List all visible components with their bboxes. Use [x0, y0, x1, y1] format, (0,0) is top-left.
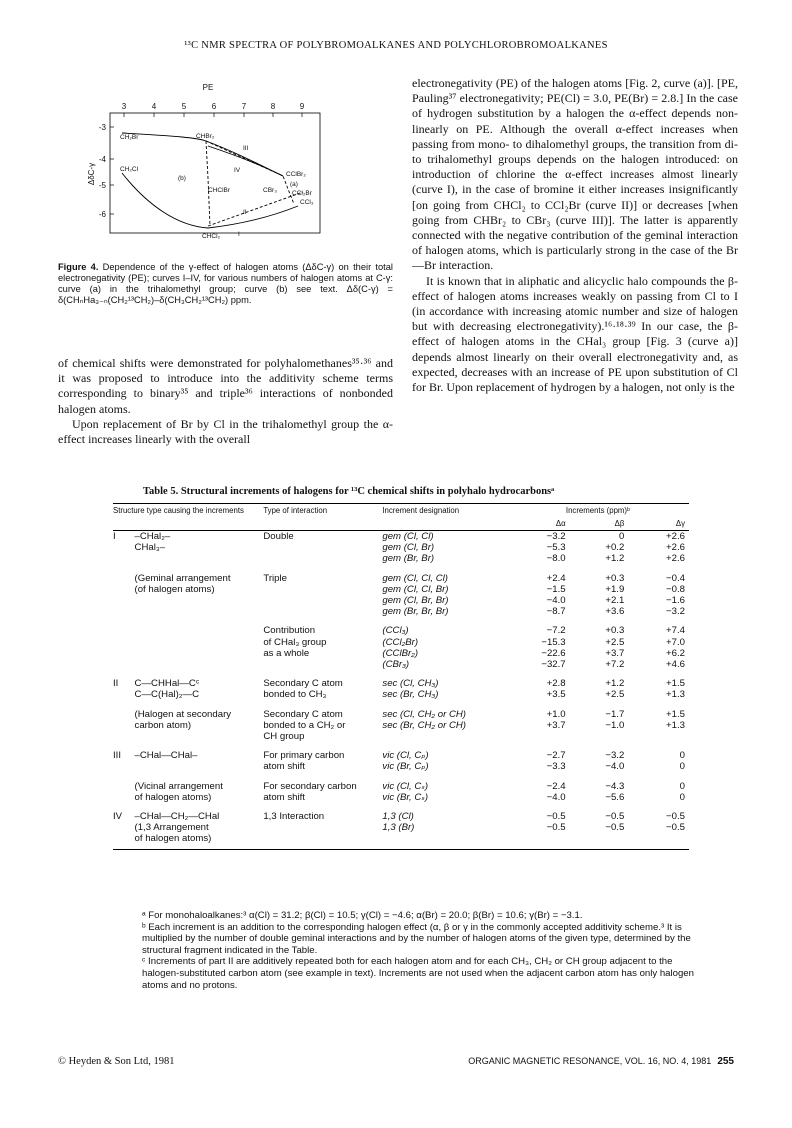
- interaction-cell: Secondary C atom: [263, 708, 343, 720]
- y-axis-label: ΔδC-γ: [87, 162, 96, 186]
- figure-caption: [58, 262, 393, 306]
- interaction-cell: For secondary carbon: [263, 780, 357, 792]
- interaction-cell: CH group: [263, 731, 305, 743]
- footnote-b: ᵇ Each increment is an addition to the corresponding halogen effect (α, β or γ in the commonly accepted additivity scheme.³ It is multiplied by the number of double geminal interactions and by the number of halogen atoms of the given type, determined by the structural fragment indicated in the Table.: [142, 921, 691, 956]
- label-curve-b: (b): [178, 175, 186, 182]
- structure-cell: C—C(Hal)₂—C: [134, 689, 200, 701]
- designation-cell: sec (Cl, CH₂ or CH): [382, 708, 466, 720]
- journal-footer: [468, 1056, 734, 1067]
- curve-a: [206, 141, 294, 204]
- dalpha-cell: −22.6: [541, 647, 566, 659]
- structure-cell: (1,3 Arrangement: [134, 822, 209, 834]
- section-cell: [113, 689, 135, 700]
- interaction-cell: of CHal₃ group: [263, 636, 327, 648]
- section-cell: [113, 833, 135, 844]
- dbeta-cell: +2.1: [605, 595, 625, 607]
- dgamma-cell: [628, 833, 689, 844]
- dgamma-cell: +2.6: [666, 542, 685, 554]
- section-cell: [113, 659, 135, 670]
- dgamma-cell: 0: [679, 791, 685, 803]
- dbeta-cell: +7.2: [605, 659, 625, 671]
- structure-cell: CHal₃–: [134, 542, 166, 554]
- table-spacer-row: [113, 742, 689, 750]
- dgamma-cell: +6.2: [666, 647, 685, 659]
- section-cell: [113, 584, 135, 595]
- designation-cell: gem (Br, Br): [382, 553, 435, 565]
- interaction-cell: [263, 833, 382, 844]
- interaction-cell: For primary carbon: [263, 750, 345, 762]
- table-row: [113, 750, 689, 761]
- curve-b: [206, 141, 210, 226]
- interaction-cell: bonded to CH₃: [263, 689, 327, 701]
- left-column: [58, 356, 393, 447]
- designation-cell: (CBr₃): [382, 659, 410, 671]
- curve-b2: [208, 192, 303, 226]
- col-header-dgamma: Δγ: [675, 519, 685, 528]
- interaction-cell: [263, 542, 382, 553]
- table-spacer-row: [113, 701, 689, 709]
- increments-table: [113, 503, 689, 845]
- section-cell: II: [113, 678, 119, 690]
- designation-cell: gem (Cl, Br): [382, 542, 435, 554]
- dalpha-cell: −3.3: [546, 761, 566, 773]
- dalpha-cell: −0.5: [546, 822, 566, 834]
- caption-text: Dependence of the γ-effect of halogen atoms (ΔδC-γ) on their total electronegativity (PE); curves I–IV, for various numbers of halogen atoms at C-γ: curve (a) in the trihalomethyl group; curve (b) see text. Δδ(C-γ) = δ(CHₙHa₃₋ₙ(CH₂¹³CH₂)–δ(CH₃CH₂¹³CH₂) ppm.: [58, 262, 393, 305]
- dalpha-cell: [507, 833, 570, 844]
- dgamma-cell: +1.5: [666, 678, 685, 690]
- designation-cell: (CClBr₂): [382, 647, 419, 659]
- dgamma-cell: +1.3: [666, 719, 685, 731]
- dgamma-cell: 0: [679, 761, 685, 773]
- table-spacer-row: [113, 565, 689, 573]
- copyright: © Heyden & Son Ltd, 1981: [58, 1056, 175, 1067]
- dalpha-cell: −8.7: [546, 606, 566, 618]
- designation-cell: gem (Cl, Cl): [382, 531, 434, 542]
- structure-cell: [135, 625, 264, 636]
- dgamma-cell: −3.2: [666, 606, 685, 618]
- dalpha-cell: +2.8: [546, 678, 566, 690]
- dgamma-cell: +4.6: [666, 659, 685, 671]
- dgamma-cell: 0: [679, 780, 685, 792]
- dalpha-cell: −3.2: [546, 531, 566, 542]
- dalpha-cell: −8.0: [546, 553, 566, 565]
- section-cell: [113, 553, 135, 564]
- structure-cell: [135, 648, 264, 659]
- designation-cell: [382, 731, 507, 742]
- interaction-cell: bonded to a CH₂ or: [263, 719, 346, 731]
- interaction-cell: [263, 822, 382, 833]
- label-curve-III: III: [243, 145, 249, 152]
- table-row: [113, 761, 689, 772]
- dbeta-cell: +0.3: [605, 572, 625, 584]
- table-5: [113, 486, 689, 850]
- table-row: [113, 781, 689, 792]
- dbeta-cell: +2.5: [605, 636, 625, 648]
- designation-cell: vic (Br, Cₚ): [382, 761, 429, 773]
- table-row: [113, 606, 689, 617]
- dgamma-cell: 0: [679, 750, 685, 762]
- designation-cell: 1,3 (Br): [382, 822, 415, 834]
- section-cell: [113, 792, 135, 803]
- section-cell: [113, 573, 135, 584]
- dbeta-cell: 0: [618, 531, 625, 542]
- structure-cell: –CHal₂–: [134, 531, 171, 542]
- designation-cell: 1,3 (Cl): [382, 811, 414, 823]
- journal-name: ORGANIC MAGNETIC RESONANCE, VOL. 16, NO. 4, 1981: [468, 1056, 712, 1066]
- dbeta-cell: +1.2: [605, 553, 625, 565]
- dbeta-cell: −0.5: [605, 811, 625, 823]
- label-chcl2: CHCl₂: [202, 233, 221, 240]
- table-row: [113, 689, 689, 700]
- pe-axis-label: PE: [202, 83, 214, 92]
- dgamma-cell: +7.4: [666, 625, 685, 637]
- table-row: [113, 709, 689, 720]
- structure-cell: [135, 731, 264, 742]
- dalpha-cell: −7.2: [546, 625, 566, 637]
- dgamma-cell: −0.5: [666, 822, 685, 834]
- table-row: [113, 542, 689, 553]
- right-column: [412, 76, 738, 395]
- table-spacer-row: [113, 773, 689, 781]
- dbeta-cell: −5.6: [605, 791, 625, 803]
- structure-cell: [135, 637, 264, 648]
- curve-I: [122, 173, 208, 228]
- y-tick: -3: [98, 123, 106, 132]
- structure-cell: (of halogen atoms): [134, 583, 215, 595]
- label-ccl2br: CCl₂Br: [292, 190, 312, 197]
- curve-II: [208, 206, 298, 228]
- designation-cell: (CCl₃): [382, 625, 409, 637]
- figure-4-plot: [58, 76, 388, 256]
- table-row: [113, 553, 689, 564]
- structure-cell: [135, 595, 264, 606]
- dbeta-cell: +1.2: [605, 678, 625, 690]
- designation-cell: gem (Cl, Br, Br): [382, 595, 449, 607]
- x-tick: 4: [151, 102, 157, 111]
- designation-cell: gem (Br, Br, Br): [382, 606, 449, 618]
- col-header-type: Type of interaction: [263, 506, 328, 515]
- dbeta-cell: −4.0: [605, 761, 625, 773]
- dbeta-cell: +3.7: [605, 647, 625, 659]
- interaction-cell: 1,3 Interaction: [263, 811, 325, 823]
- label-chbr2: CHBr₂: [196, 133, 215, 140]
- table-row: [113, 659, 689, 670]
- dalpha-cell: −2.7: [546, 750, 566, 762]
- interaction-cell: Secondary C atom: [263, 678, 343, 690]
- structure-cell: of halogen atoms): [134, 833, 212, 845]
- y-tick: -5: [98, 181, 106, 190]
- running-head: ¹³C NMR SPECTRA OF POLYBROMOALKANES AND POLYCHLOROBROMOALKANES: [184, 40, 608, 51]
- section-cell: I: [113, 531, 116, 542]
- designation-cell: vic (Cl, Cₚ): [382, 750, 429, 762]
- interaction-cell: atom shift: [263, 791, 305, 803]
- designation-cell: vic (Cl, Cₛ): [382, 780, 429, 792]
- table-row: [113, 573, 689, 584]
- designation-cell: sec (Cl, CH₃): [382, 678, 439, 690]
- designation-cell: (CCl₂Br): [382, 636, 419, 648]
- structure-cell: –CHal—CH₂—CHal: [134, 811, 220, 823]
- dalpha-cell: −4.0: [546, 595, 566, 607]
- structure-cell: (Vicinal arrangement: [134, 780, 223, 792]
- table-row: [113, 833, 689, 844]
- x-tick: 6: [211, 102, 217, 111]
- label-ccl3: CCl₃: [300, 199, 314, 206]
- dgamma-cell: −1.6: [666, 595, 685, 607]
- table-row: [113, 595, 689, 606]
- x-tick: 5: [181, 102, 187, 111]
- table-spacer-row: [113, 617, 689, 625]
- col-header-increment: Increment designation: [382, 506, 460, 515]
- paragraph: It is known that in aliphatic and alicyclic halo compounds the β-effect of halogen atoms increases weakly on passing from Cl to I (in accordance with increasing atomic number and size of halogen but with decreasing electronegativity).¹⁶·¹⁸·³⁹ In our case, the β-effect of halogen atoms in the CHal₃ group [Fig. 3 (curve a)] depends almost linearly on their overall electronegativity and, as expected, decreases with an increase of PE upon substitution of Cl for Br. Upon replacement of hydrogen by a halogen, not only is the: [412, 273, 738, 395]
- dgamma-cell: +1.3: [666, 689, 685, 701]
- designation-cell: sec (Br, CH₂ or CH): [382, 719, 467, 731]
- footnote-c: ᶜ Increments of part II are additively repeated both for each halogen atom and for each CH₃, CH₂ or CH group adjacent to the halogen-substituted carbon atom (see example in text). Increments are not used when the adjacent carbon atom has only halogen atoms and no protons.: [142, 956, 694, 991]
- interaction-cell: atom shift: [263, 761, 305, 773]
- section-cell: [113, 761, 135, 772]
- interaction-cell: as a whole: [263, 647, 310, 659]
- x-tick: 7: [241, 102, 247, 111]
- table-row: [113, 822, 689, 833]
- x-tick: 3: [121, 102, 127, 111]
- section-cell: [113, 648, 135, 659]
- table-row: [113, 678, 689, 689]
- dbeta-cell: −0.5: [605, 822, 625, 834]
- table-row: [113, 637, 689, 648]
- label-cclbr2: CClBr₂: [286, 171, 306, 178]
- label-curve-I: I: [238, 231, 240, 238]
- dbeta-cell: −1.7: [605, 708, 625, 720]
- table-bottom-rule: [113, 849, 689, 850]
- section-cell: IV: [113, 811, 123, 823]
- designation-cell: gem (Cl, Cl, Br): [382, 583, 449, 595]
- dbeta-cell: +1.9: [605, 583, 625, 595]
- dgamma-cell: −0.4: [666, 572, 685, 584]
- structure-cell: (Halogen at secondary: [134, 708, 232, 720]
- col-header-dalpha: Δα: [555, 519, 566, 528]
- table-row: [113, 792, 689, 803]
- label-curve-IV: IV: [234, 167, 241, 174]
- section-cell: [113, 595, 135, 606]
- structure-cell: of halogen atoms): [134, 791, 212, 803]
- table-row: [113, 531, 689, 543]
- table-title: Table 5. Structural increments of halogens for ¹³C chemical shifts in polyhalo hydrocarbonsᵃ: [143, 486, 555, 497]
- dalpha-cell: +2.4: [546, 572, 566, 584]
- dgamma-cell: +2.6: [666, 531, 685, 542]
- dalpha-cell: −4.0: [546, 791, 566, 803]
- y-tick: -4: [98, 155, 106, 164]
- section-cell: III: [113, 750, 121, 762]
- col-header-increments: Increments (ppm)ᵇ: [565, 506, 630, 515]
- footnote-a: ᵃ For monohaloalkanes:³ α(Cl) = 31.2; β(Cl) = 10.5; γ(Cl) = −4.6; α(Br) = 20.0; β(Br) = 10.6; γ(Br) = −3.1.: [142, 910, 583, 921]
- table-spacer-row: [113, 803, 689, 811]
- section-cell: [113, 731, 135, 742]
- structure-cell: [135, 606, 264, 617]
- dbeta-cell: −3.2: [605, 750, 625, 762]
- dgamma-cell: +7.0: [666, 636, 685, 648]
- dalpha-cell: +3.5: [546, 689, 566, 701]
- table-spacer-row: [113, 670, 689, 678]
- interaction-cell: [263, 584, 382, 595]
- col-header-dbeta: Δβ: [614, 519, 625, 528]
- dalpha-cell: −0.5: [546, 811, 566, 823]
- table-row: [113, 811, 689, 822]
- interaction-cell: Double: [263, 531, 294, 542]
- structure-cell: (Geminal arrangement: [134, 572, 231, 584]
- dbeta-cell: +3.6: [605, 606, 625, 618]
- section-cell: [113, 542, 135, 553]
- label-ch2br: CH₂Br: [120, 134, 139, 141]
- dalpha-cell: +3.7: [546, 719, 566, 731]
- interaction-cell: [263, 553, 382, 564]
- table-row: [113, 720, 689, 731]
- designation-cell: [382, 833, 507, 844]
- section-cell: [113, 781, 135, 792]
- table-row: [113, 584, 689, 595]
- interaction-cell: [263, 606, 382, 617]
- section-cell: [113, 625, 135, 636]
- structure-cell: [135, 553, 264, 564]
- dbeta-cell: +0.3: [605, 625, 625, 637]
- page-number: 255: [717, 1056, 734, 1067]
- structure-cell: carbon atom): [134, 719, 192, 731]
- table-footnotes: [142, 910, 694, 991]
- dbeta-cell: [570, 833, 629, 844]
- interaction-cell: Contribution: [263, 625, 316, 637]
- dalpha-cell: [507, 731, 570, 742]
- label-cbr3: CBr₃: [263, 187, 277, 194]
- x-tick: 8: [270, 102, 276, 111]
- dalpha-cell: −32.7: [541, 659, 566, 671]
- paragraph: of chemical shifts were demonstrated for polyhalomethanes³⁵·³⁶ and it was proposed to introduce into the additivity scheme terms corresponding to binary³⁵ and triple³⁶ interactions of nonbonded halogen atoms.: [58, 356, 393, 416]
- structure-cell: C—CHHal—Cᶜ: [134, 678, 200, 690]
- dbeta-cell: [570, 731, 629, 742]
- dalpha-cell: −1.5: [546, 583, 566, 595]
- paragraph: Upon replacement of Br by Cl in the trihalomethyl group the α-effect increases linearly with the overall: [58, 416, 393, 447]
- section-cell: [113, 606, 135, 617]
- dgamma-cell: +1.5: [666, 708, 685, 720]
- dbeta-cell: +2.5: [605, 689, 625, 701]
- dgamma-cell: [628, 731, 689, 742]
- dalpha-cell: −5.3: [546, 542, 566, 554]
- dbeta-cell: −1.0: [605, 719, 625, 731]
- interaction-cell: [263, 595, 382, 606]
- dgamma-cell: +2.6: [666, 553, 685, 565]
- dbeta-cell: +0.2: [605, 542, 625, 554]
- section-cell: [113, 720, 135, 731]
- interaction-cell: Triple: [263, 572, 287, 584]
- designation-cell: sec (Br, CH₃): [382, 689, 439, 701]
- structure-cell: [135, 659, 264, 670]
- label-chclbr: CHClBr: [208, 187, 231, 194]
- x-tick: 9: [299, 102, 305, 111]
- section-cell: [113, 709, 135, 720]
- table-row: [113, 648, 689, 659]
- designation-cell: vic (Br, Cₛ): [382, 791, 429, 803]
- section-cell: [113, 637, 135, 648]
- label-curve-II: II: [243, 209, 247, 216]
- col-header-structure: Structure type causing the increments: [113, 506, 244, 515]
- dgamma-cell: −0.5: [666, 811, 685, 823]
- structure-cell: –CHal—CHal–: [134, 750, 198, 762]
- y-tick: -6: [98, 210, 106, 219]
- designation-cell: gem (Cl, Cl, Cl): [382, 572, 448, 584]
- structure-cell: [135, 761, 264, 772]
- interaction-cell: [263, 659, 382, 670]
- dgamma-cell: −0.8: [666, 583, 685, 595]
- caption-label: Figure 4.: [58, 262, 99, 272]
- dalpha-cell: −2.4: [546, 780, 566, 792]
- dalpha-cell: −15.3: [541, 636, 566, 648]
- table-row: [113, 731, 689, 742]
- paragraph: electronegativity (PE) of the halogen atoms [Fig. 2, curve (a)]. [PE, Pauling³⁷ electronegativity; PE(Cl) = 3.0, PE(Br) = 2.8.] In the case of hydrogen substitution by a halogen the α-effect depends non-linearly on PE. Although the overall α-effect increases when passing from mono- to dihalomethyl groups, the transition from di- to trihalomethyl groups depends on the halogen introduced: on introduction of chlorine the α-effect increases almost linearly (curve I), in the case of bromine it either increases insignificantly [on going from CHCl₂ to CCl₂Br (curve II)] or decreases [when going from CHBr₂ to CBr₃ (curve III)]. The latter is apparently connected with the negative contribution of the geminal interaction of halogen atoms, which is particularly strong in the case of the Br—Br interaction.: [412, 76, 738, 273]
- label-ch2cl: CH₂Cl: [120, 166, 139, 173]
- dalpha-cell: +1.0: [546, 708, 566, 720]
- dbeta-cell: −4.3: [605, 780, 625, 792]
- label-curve-a: (a): [290, 181, 298, 188]
- section-cell: [113, 822, 135, 833]
- table-row: [113, 625, 689, 636]
